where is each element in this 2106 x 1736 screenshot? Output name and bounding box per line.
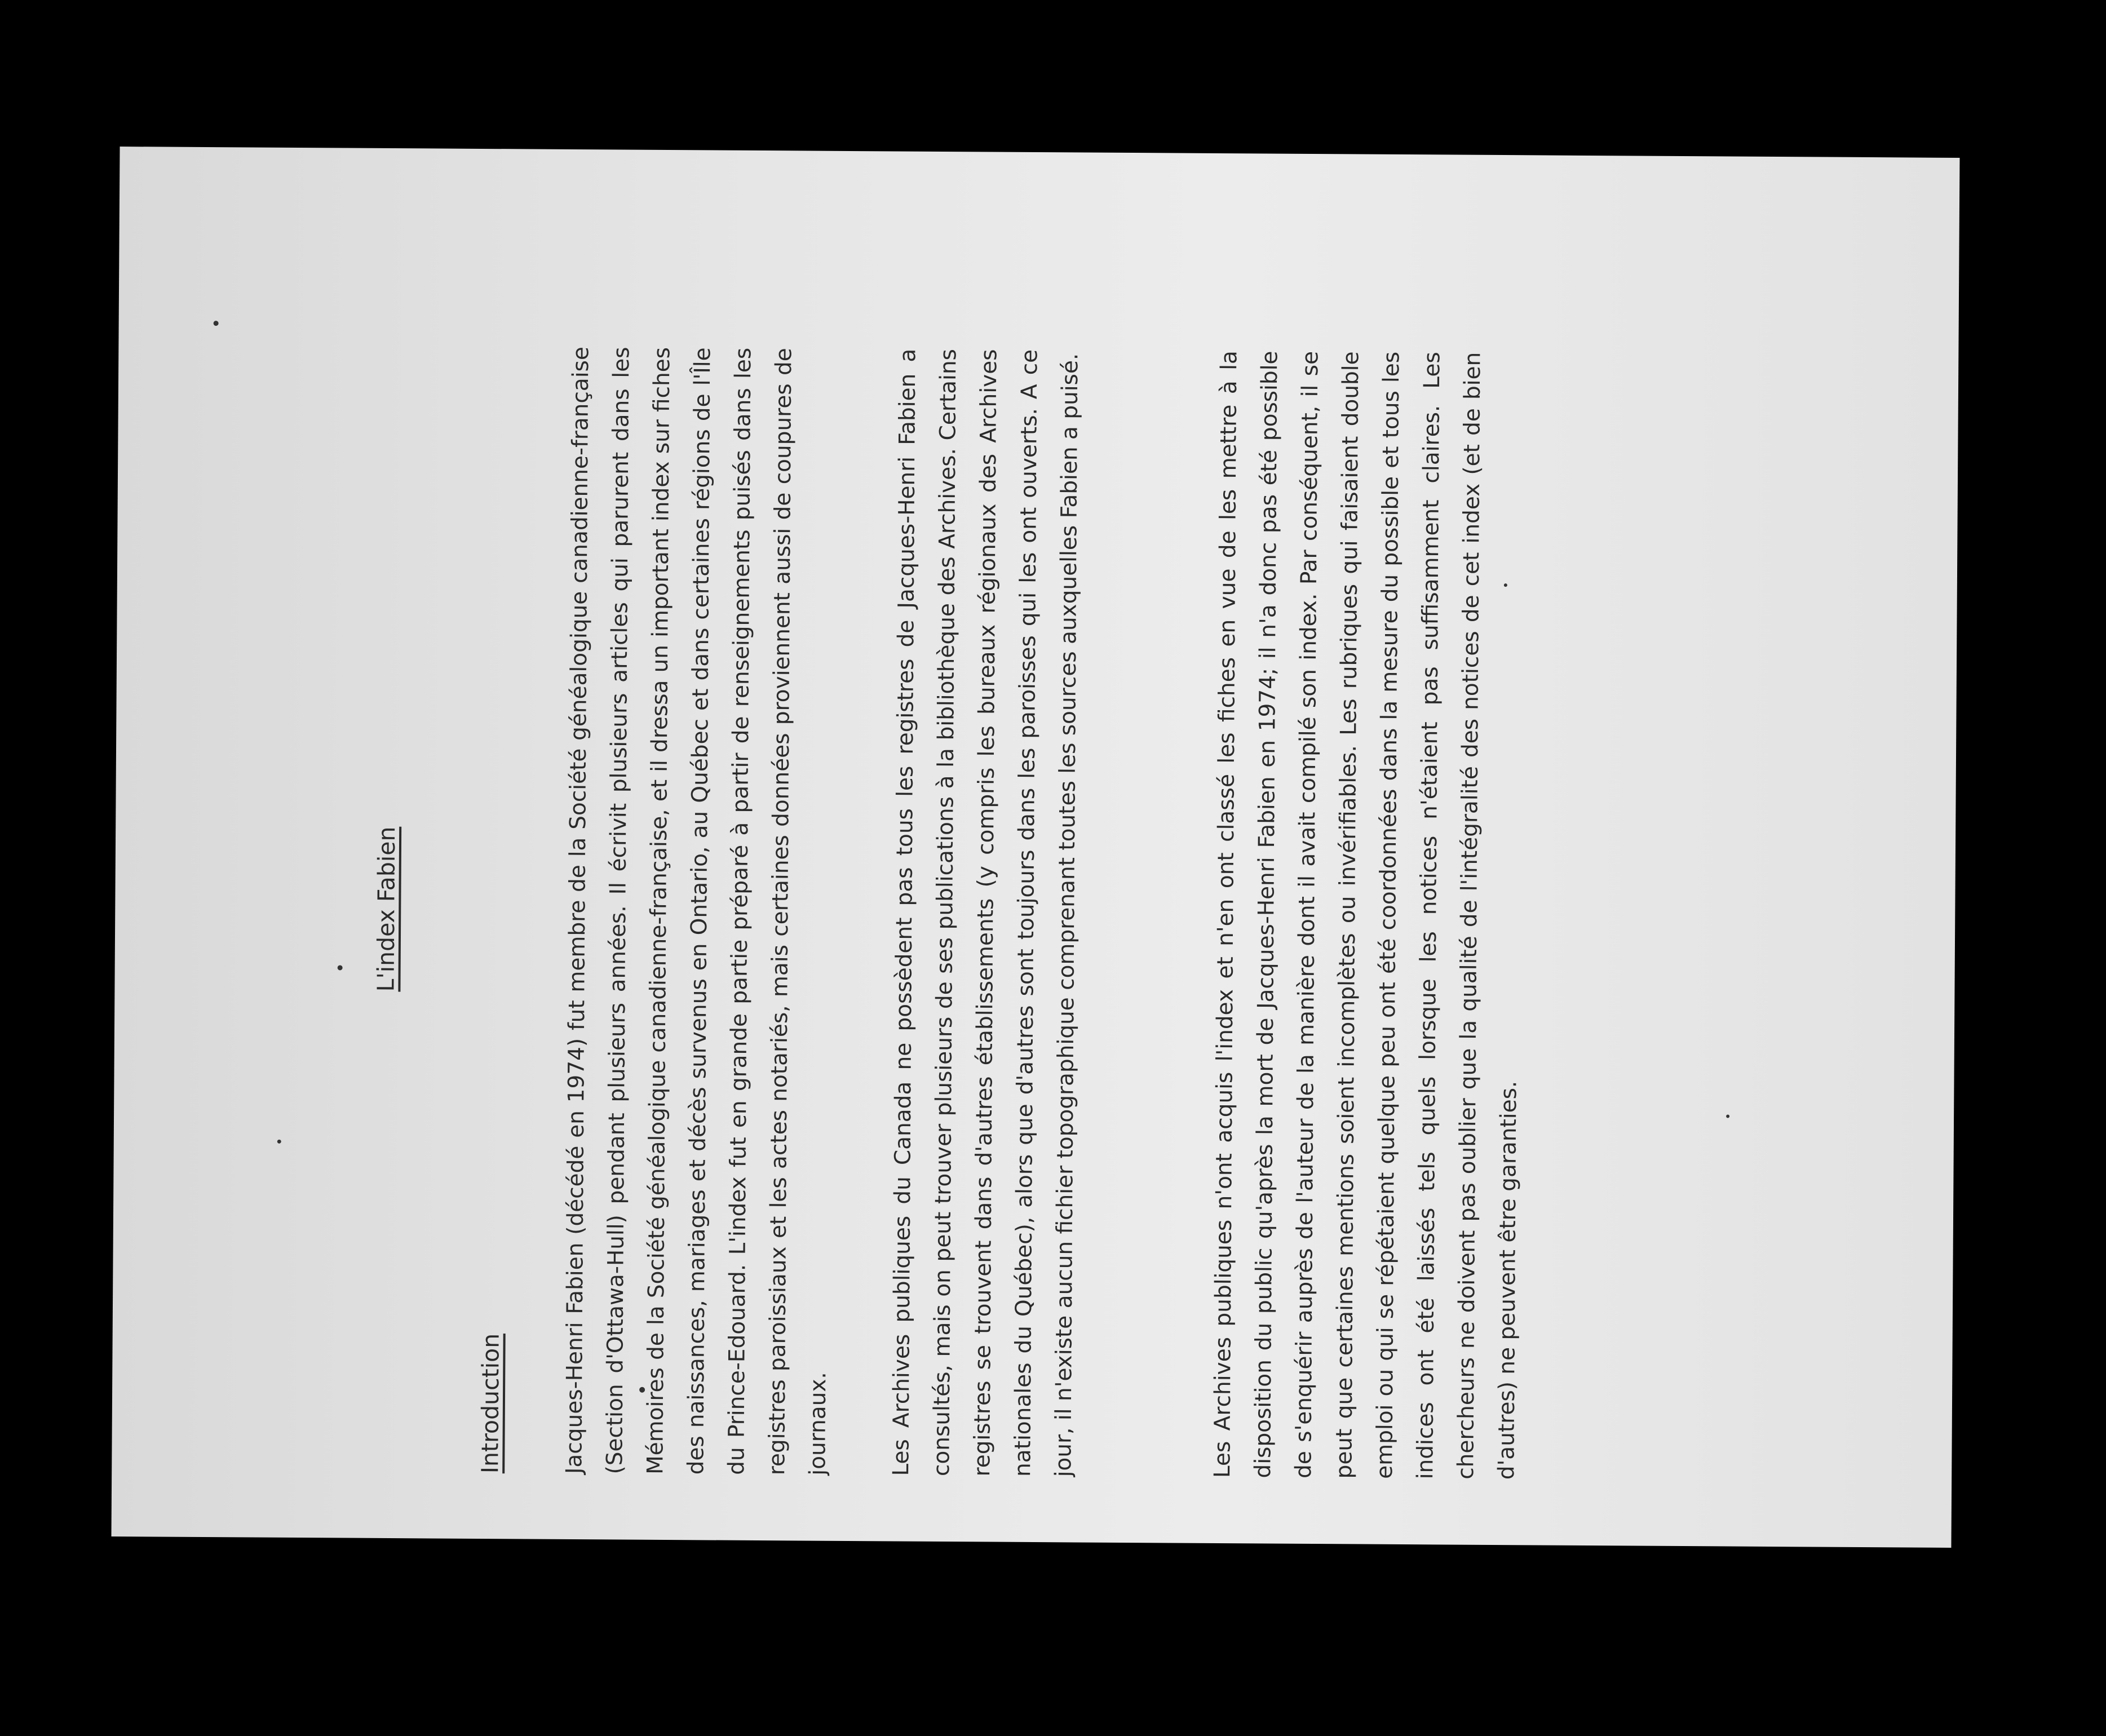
dust-speck xyxy=(214,321,219,326)
document-title: L'index Fabien xyxy=(372,826,401,992)
section-heading: Introduction xyxy=(476,1333,505,1474)
dust-speck xyxy=(277,1140,281,1144)
paragraph: Jacques-Henri Fabien (décédé en 1974) fut membre de la Société généalogique canadienne-française (Section d'Ottawa-Hull) pendant plusieurs années. Il écrivit plusieurs articles qui parurent dans les Mémoires de la Société généalogique canadienne-française, et il dressa un important index sur fiches des naissances, mariages et décès survenus en Ontario, au Québec et dans certaines régions de l'Île du Prince-Edouard. L'index fut en grande partie préparé à partir de renseignements puisés dans les registres paroissiaux et les actes notariés, mais certaines données proviennent aussi de coupures de journaux. xyxy=(561,346,831,1476)
paragraph: Les Archives publiques n'ont acquis l'index et n'en ont classé les fiches en vue de les mettre à la disposition du public qu'après la mort de Jacques-Henri Fabien en 1974; il n'a donc pas été possible de s'enquérir auprès de l'auteur de la manière dont il avait compilé son index. Par conséquent, il se peut que certaines mentions soient incomplètes ou invérifiables. Les rubriques qui faisaient double emploi ou qui se répétaient quelque peu ont été coordonnées dans la mesure du possible et tous les indices ont été laissés tels quels lorsque les notices n'étaient pas suffisamment claires. Les chercheurs ne doivent pas oublier que la qualité de l'intégralité des notices de cet index (et de bien d'autres) ne peuvent être garanties. xyxy=(1210,350,1522,1480)
dust-speck xyxy=(338,965,343,970)
paragraph: Les Archives publiques du Canada ne possèdent pas tous les registres de Jacques-Henri Fabien a consultés, mais on peut trouver plusieurs de ses publications à la bibliothèque des Archives. Certains registres se trouvent dans d'autres établissements (y compris les bureaux régionaux des Archives nationales du Québec), alors que d'autres sont toujours dans les paroisses qui les ont ouverts. A ce jour, il n'existe aucun fichier topographique comprenant toutes les sources auxquelles Fabien a puisé. xyxy=(888,348,1083,1477)
dust-speck xyxy=(1726,1114,1729,1118)
rotated-text-block xyxy=(372,346,1522,1480)
document-page xyxy=(111,147,1959,1548)
